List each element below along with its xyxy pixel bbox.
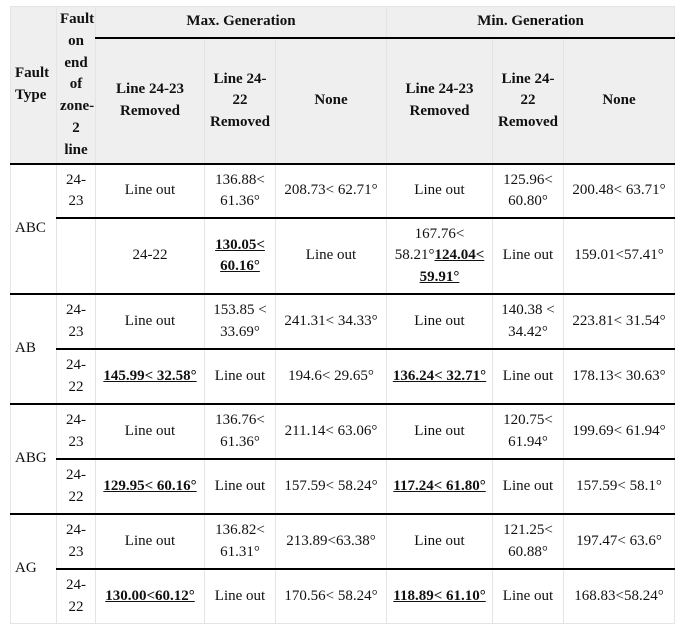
fault-end-cell xyxy=(57,218,96,294)
table-row xyxy=(11,404,675,459)
max-24-22-cell: Line out xyxy=(205,349,276,404)
min-24-23-cell: 136.24< 32.71° xyxy=(387,349,493,404)
header-max-line-24-23-removed: Line 24-23 Removed xyxy=(96,38,205,164)
fault-type-cell: ABC xyxy=(11,164,57,294)
max-24-23-cell: Line out xyxy=(96,514,205,569)
max-24-23-cell: 24-22 xyxy=(96,218,205,294)
max-none-cell: 213.89<63.38° xyxy=(276,514,387,569)
table-row xyxy=(11,164,675,218)
min-24-22-cell: 121.25< 60.88° xyxy=(493,514,564,569)
min-none-cell: 157.59< 58.1° xyxy=(564,459,675,514)
table-row xyxy=(11,218,675,294)
header-min-line-24-22-removed: Line 24-22 Removed xyxy=(493,38,564,164)
min-none-cell: 168.83<58.24° xyxy=(564,569,675,624)
min-24-22-cell: Line out xyxy=(493,569,564,624)
fault-end-cell: 24-23 xyxy=(57,404,96,459)
max-none-cell: 194.6< 29.65° xyxy=(276,349,387,404)
min-24-22-cell: 125.96< 60.80° xyxy=(493,164,564,218)
fault-end-cell: 24-23 xyxy=(57,294,96,349)
header-max-none: None xyxy=(276,38,387,164)
max-24-22-cell: Line out xyxy=(205,569,276,624)
table-row xyxy=(11,294,675,349)
max-24-22-cell: 136.88< 61.36° xyxy=(205,164,276,218)
header-max-line-24-22-removed: Line 24-22 Removed xyxy=(205,38,276,164)
fault-end-cell: 24-22 xyxy=(57,569,96,624)
max-none-cell: 241.31< 34.33° xyxy=(276,294,387,349)
min-none-cell: 200.48< 63.71° xyxy=(564,164,675,218)
fault-results-table xyxy=(10,6,675,624)
min-none-cell: 178.13< 30.63° xyxy=(564,349,675,404)
header-min-generation: Min. Generation xyxy=(387,7,675,39)
min-none-cell: 159.01<57.41° xyxy=(564,218,675,294)
min-24-22-cell: Line out xyxy=(493,218,564,294)
max-24-23-cell: 145.99< 32.58° xyxy=(96,349,205,404)
min-none-cell: 199.69< 61.94° xyxy=(564,404,675,459)
max-24-22-cell: 153.85 < 33.69° xyxy=(205,294,276,349)
fault-end-cell: 24-22 xyxy=(57,459,96,514)
min-24-23-cell: 118.89< 61.10° xyxy=(387,569,493,624)
fault-end-cell: 24-22 xyxy=(57,349,96,404)
max-24-22-cell: Line out xyxy=(205,459,276,514)
max-none-cell: 157.59< 58.24° xyxy=(276,459,387,514)
min-24-22-cell: Line out xyxy=(493,349,564,404)
max-24-22-cell: 136.82< 61.31° xyxy=(205,514,276,569)
min-24-22-cell: Line out xyxy=(493,459,564,514)
max-none-cell: 170.56< 58.24° xyxy=(276,569,387,624)
fault-type-cell: ABG xyxy=(11,404,57,514)
max-24-22-cell: 130.05< 60.16° xyxy=(205,218,276,294)
fault-end-cell: 24-23 xyxy=(57,514,96,569)
header-row-2 xyxy=(11,38,675,164)
min-24-23-value-a: 167.76< 58.21° xyxy=(394,225,465,264)
fault-end-cell: 24-23 xyxy=(57,164,96,218)
fault-type-cell: AB xyxy=(11,294,57,404)
min-24-22-cell: 140.38 < 34.42° xyxy=(493,294,564,349)
header-max-generation: Max. Generation xyxy=(96,7,387,39)
max-none-cell: 208.73< 62.71° xyxy=(276,164,387,218)
header-fault-type: Fault Type xyxy=(11,7,57,165)
table-row xyxy=(11,459,675,514)
max-24-22-cell: 136.76< 61.36° xyxy=(205,404,276,459)
header-min-none: None xyxy=(564,38,675,164)
results-table-container xyxy=(10,6,674,624)
max-24-23-cell: 129.95< 60.16° xyxy=(96,459,205,514)
min-24-23-cell: 117.24< 61.80° xyxy=(387,459,493,514)
max-24-23-cell: Line out xyxy=(96,404,205,459)
fault-type-cell: AG xyxy=(11,514,57,624)
min-none-cell: 197.47< 63.6° xyxy=(564,514,675,569)
min-24-23-cell: Line out xyxy=(387,404,493,459)
max-24-23-cell: 130.00<60.12° xyxy=(96,569,205,624)
min-24-23-cell: Line out xyxy=(387,164,493,218)
min-none-cell: 223.81< 31.54° xyxy=(564,294,675,349)
header-min-line-24-23-removed: Line 24-23 Removed xyxy=(387,38,493,164)
max-none-cell: Line out xyxy=(276,218,387,294)
min-24-23-cell: Line out xyxy=(387,514,493,569)
min-24-23-cell xyxy=(387,218,493,294)
table-row xyxy=(11,349,675,404)
min-24-23-value-b: 124.04< 59.91° xyxy=(419,247,485,286)
header-fault-end: Fault on end of zone-2 line xyxy=(57,7,96,165)
min-24-22-cell: 120.75< 61.94° xyxy=(493,404,564,459)
header-row-1 xyxy=(11,7,675,39)
table-row xyxy=(11,514,675,569)
max-24-23-cell: Line out xyxy=(96,294,205,349)
max-24-23-cell: Line out xyxy=(96,164,205,218)
max-none-cell: 211.14< 63.06° xyxy=(276,404,387,459)
min-24-23-cell: Line out xyxy=(387,294,493,349)
